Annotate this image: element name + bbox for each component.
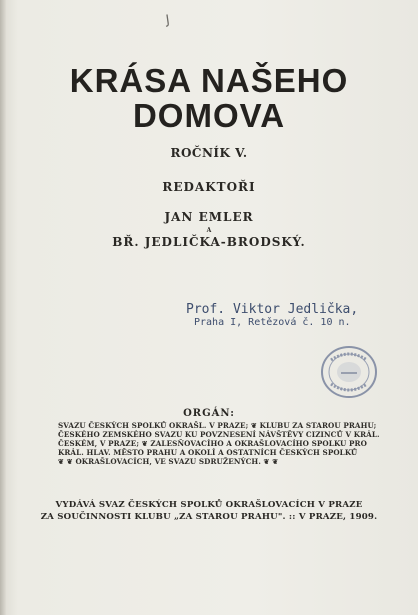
editors-heading: REDAKTOŘI bbox=[162, 180, 256, 194]
organ-heading: ORGÁN: bbox=[183, 408, 235, 419]
volume-label: ROČNÍK V. bbox=[170, 146, 248, 160]
seal-graphic bbox=[319, 344, 379, 400]
editor-name-2: BŘ. JEDLIČKA-BRODSKÝ. bbox=[112, 235, 306, 249]
title-line-1: KRÁSA NAŠEHO bbox=[69, 62, 349, 99]
organ-line-2: ČESKÉHO ZEMSKÉHO SVAZU KU POVZNESENÍ NÁVŠTĚVY CIZINCŮ V KRÁL. bbox=[58, 430, 380, 439]
organ-line-3: ČESKÉM, V PRAZE; ❦ ZALESŇOVACÍHO A OKRAŠLOVACÍHO SPOLKU PRO bbox=[58, 439, 367, 448]
owner-stamp-address: Praha I, Retězová č. 10 n. bbox=[194, 317, 351, 328]
publisher-line-2: ZA SOUČINNOSTI KLUBU „ZA STAROU PRAHU". :: V PRAZE, 1909. bbox=[40, 512, 378, 522]
organ-line-1: SVAZU ČESKÝCH SPOLKŮ OKRAŠL. V PRAZE; ❦ KLUBU ZA STAROU PRAHU; bbox=[58, 421, 377, 430]
publisher-line-1: VYDÁVÁ SVAZ ČESKÝCH SPOLKŮ OKRAŠLOVACÍCH V PRAZE bbox=[55, 500, 363, 510]
owner-stamp-name: Prof. Viktor Jedlička, bbox=[186, 302, 359, 317]
title-line-2: DOMOVA bbox=[132, 97, 286, 134]
organ-line-5: ❦ ❦ OKRAŠLOVACÍCH, VE SVAZU SDRUŽENÝCH. ❦ ❦ bbox=[58, 457, 279, 466]
organ-line-4: KRÁL. HLAV. MĚSTO PRAHU A OKOLÍ A OSTATNÍCH ČESKÝCH SPOLKŮ bbox=[58, 448, 358, 457]
library-seal-stamp bbox=[319, 344, 379, 400]
editor-name-1: JAN EMLER bbox=[164, 210, 254, 224]
handwritten-mark: J bbox=[164, 12, 171, 29]
editor-conjunction: A bbox=[206, 227, 212, 234]
organ-description bbox=[58, 421, 380, 466]
